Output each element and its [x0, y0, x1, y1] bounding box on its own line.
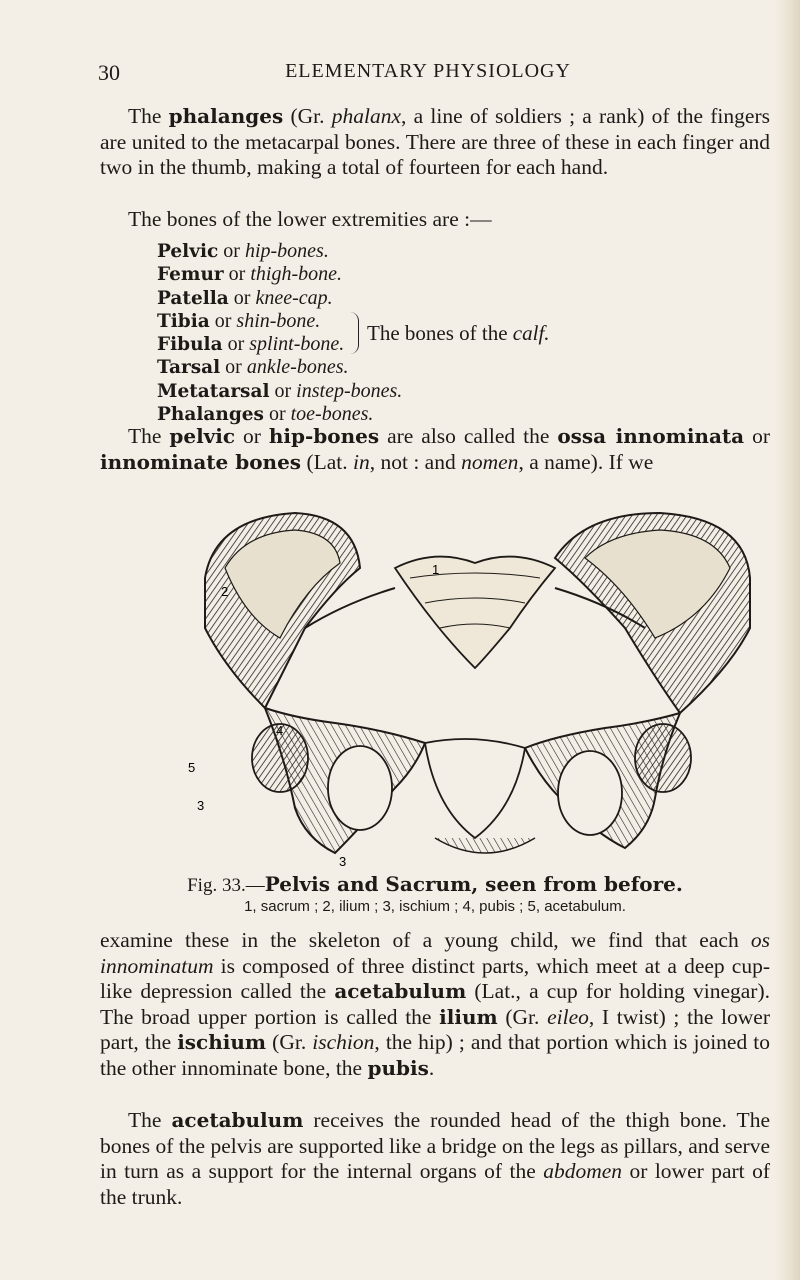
page-header	[98, 60, 758, 90]
bone-list	[157, 240, 757, 426]
figure-label-ischium-lower: 3	[339, 854, 347, 869]
pelvis-figure	[185, 508, 770, 870]
left-obturator-foramen	[328, 746, 392, 830]
paragraph-phalanges: The phalanges (Gr. phalanx, a line of soldiers ; a rank) of the fingers are united to the metacarpal bones. There are three of these in each finger and two in the thumb, making a total of fourteen for each hand.	[100, 104, 770, 180]
running-head: ELEMENTARY PHYSIOLOGY	[285, 60, 571, 82]
bone-item: Fibula or splint-bone.	[157, 333, 345, 356]
bone-item: Tarsal or ankle-bones.	[157, 356, 349, 379]
pubic-arch	[425, 739, 525, 838]
right-acetabulum	[635, 724, 691, 792]
calf-bones-group	[157, 310, 757, 357]
figure-label-sacrum: 1	[432, 562, 440, 577]
right-obturator-foramen	[558, 751, 622, 835]
bone-item: Tibia or shin-bone.	[157, 309, 321, 332]
brace	[350, 312, 359, 354]
paragraph-lower-extremities: The bones of the lower extremities are :—	[128, 207, 492, 231]
bone-item: Femur or thigh-bone.	[157, 263, 342, 286]
figure-legend: 1, sacrum ; 2, ilium ; 3, ischium ; 4, pubis ; 5, acetabulum.	[244, 898, 626, 915]
bone-item: Patella or knee-cap.	[157, 286, 333, 309]
figure-label-acetabulum: 5	[188, 760, 196, 775]
paragraph-acetabulum: The acetabulum receives the rounded head of the thigh bone. The bones of the pelvis are supported like a bridge on the legs as pillars, and serve in turn as a support for the internal organs of the abdomen or lower part of the trunk.	[100, 1108, 770, 1209]
figure-label-ilium: 2	[221, 584, 229, 599]
pelvis-illustration	[185, 508, 770, 870]
page-edge-shadow	[774, 0, 800, 1280]
paragraph-os-innominatum: examine these in the skeleton of a young child, we find that each os innominatum is composed of three distinct parts, which meet at a deep cup-like depression called the acetabulum (Lat., a cup for holding vinegar). The broad upper portion is called the ilium (Gr. eileo, I twist) ; the lower part, the ischium (Gr. ischion, the hip) ; and that portion which is joined to the other innominate bone, the pubis.	[100, 928, 770, 1080]
page-number: 30	[98, 60, 120, 85]
paragraph-innominate: The pelvic or hip-bones are also called the ossa innominata or innominate bones (Lat. in, not : and nomen, a name). If we	[100, 424, 770, 474]
figure-caption: Fig. 33.—Pelvis and Sacrum, seen from before.	[187, 872, 683, 896]
bone-item: Pelvic or hip-bones.	[157, 240, 329, 262]
figure-label-pubis: 4	[276, 723, 284, 738]
bone-item: Metatarsal or instep-bones.	[157, 379, 403, 402]
bone-item: Phalanges or toe-bones.	[157, 403, 374, 426]
calf-note: The bones of the calf.	[367, 320, 550, 345]
figure-label-ischium: 3	[197, 798, 205, 813]
